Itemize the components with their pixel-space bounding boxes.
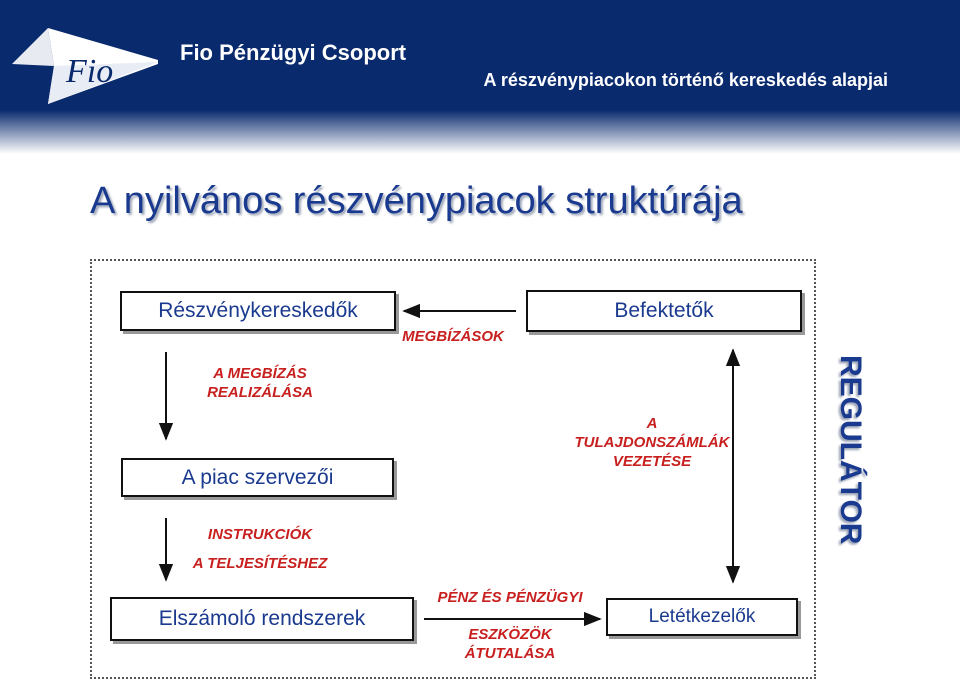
page-title: A nyilvános részvénypiacok struktúrája: [90, 180, 743, 222]
box-market-organizers-label: A piac szervezői: [181, 466, 334, 489]
label-ownership-line3: VEZETÉSE: [612, 453, 692, 470]
label-instructions-line2: A TELJESÍTÉSHEZ: [192, 555, 328, 572]
label-orders: MEGBÍZÁSOK: [402, 328, 504, 345]
label-order-execution-line2: REALIZÁLÁSA: [207, 384, 313, 401]
label-instructions-line1: INSTRUKCIÓK: [207, 526, 313, 543]
label-money-line3: ÁTUTALÁSA: [464, 645, 556, 662]
label-money-line1: PÉNZ ÉS PÉNZÜGYI: [437, 589, 583, 606]
label-ownership-line1: A: [646, 415, 658, 432]
header-subtitle: A részvénypiacokon történő kereskedés alapjai: [483, 70, 888, 90]
box-traders-label: Részvénykereskedők: [158, 299, 358, 322]
regulator-text: REGULÁTOR: [834, 355, 867, 545]
label-order-execution-line1: A MEGBÍZÁS: [213, 365, 307, 382]
box-custodians-label: Letétkezelők: [648, 606, 756, 627]
label-money-line2: ESZKÖZÖK: [468, 626, 552, 643]
box-clearing-label: Elszámoló rendszerek: [158, 607, 366, 630]
company-name: Fio Pénzügyi Csoport: [180, 40, 407, 65]
label-ownership-line2: TULAJDONSZÁMLÁK: [574, 434, 730, 451]
box-investors-label: Befektetők: [614, 299, 714, 322]
logo-text: Fio: [66, 53, 114, 90]
